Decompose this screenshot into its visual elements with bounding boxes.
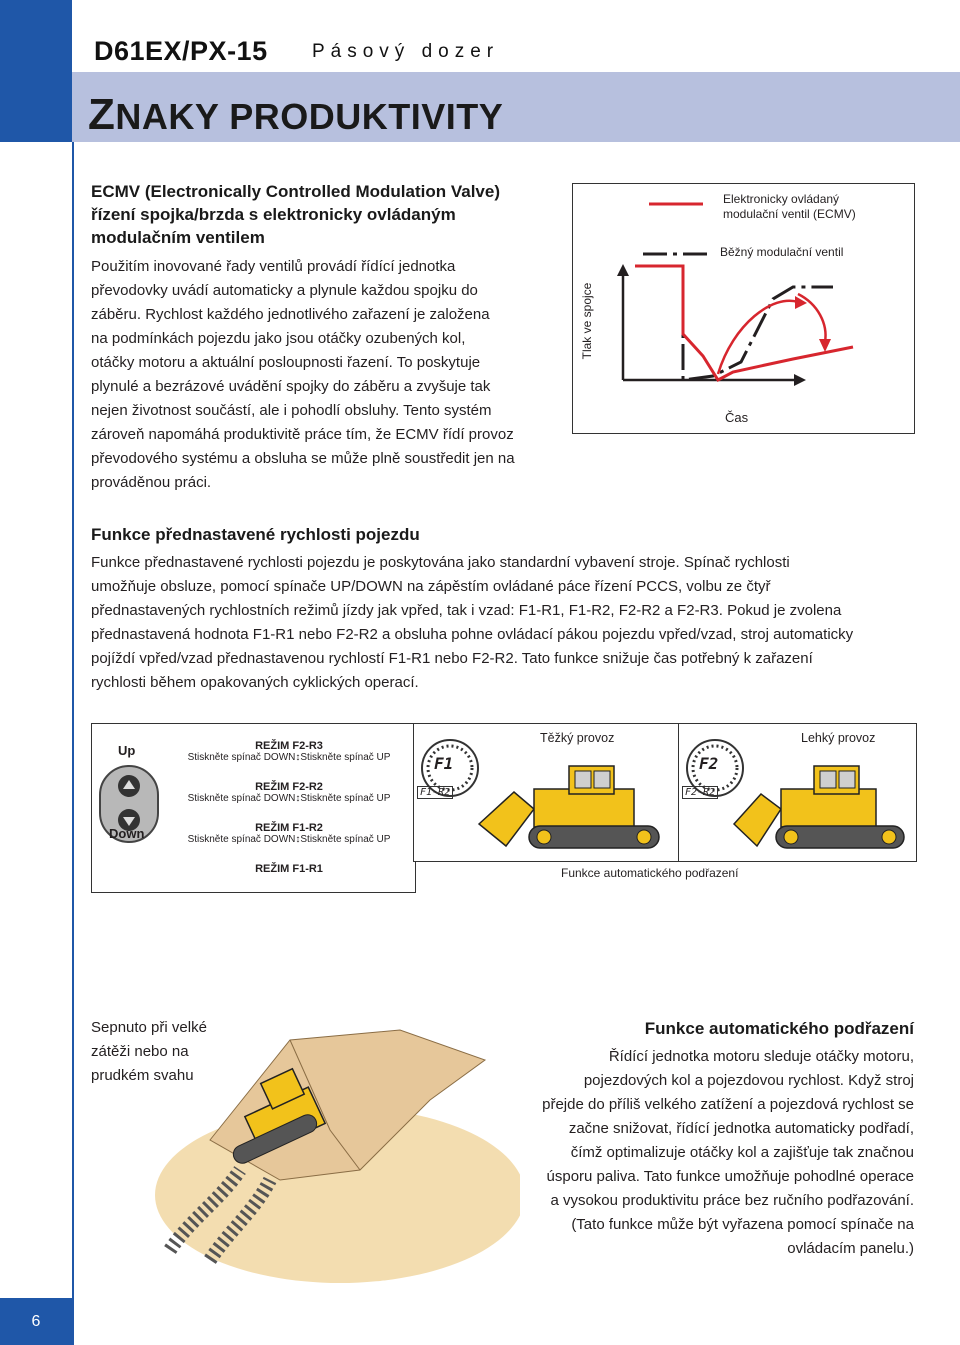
y-axis-label: Tlak ve spojce bbox=[580, 282, 594, 360]
light-load-panel bbox=[678, 723, 917, 862]
normal-valve-curve bbox=[635, 266, 833, 380]
ecmv-body-line: Použitím inovované řady ventilů provádí řídící jednotka bbox=[91, 258, 456, 275]
ecmv-body-line: plynulé a bezrázové uvádění spojky do záběru a zvyšuje tak bbox=[91, 378, 491, 395]
machine-type: Pásový dozer bbox=[312, 41, 500, 62]
mode-list bbox=[164, 740, 414, 875]
ecmv-arrowhead-2 bbox=[819, 339, 831, 352]
ecmv-body-line: záběru. Rychlost každého jednotlivého zařazení je založena bbox=[91, 306, 490, 323]
preset-speed-section bbox=[91, 523, 951, 695]
ecmv-heading-3: modulačním ventilem bbox=[91, 228, 265, 247]
legend-normal: Běžný modulační ventil bbox=[720, 245, 844, 259]
ecmv-body-line: zároveň napomáhá produktivitě práce tím, že ECMV řídí provoz bbox=[91, 426, 514, 443]
ecmv-body-line: převodového systému a obsluha se může plně soustředit jen na bbox=[91, 450, 515, 467]
page-number: 6 bbox=[0, 1298, 72, 1345]
auto-downshift-line: pojezdových kol a pojezdovou rychlost. Když stroj bbox=[583, 1072, 914, 1089]
light-display: F2-R2 bbox=[682, 786, 718, 799]
preset-body-line: Funkce přednastavené rychlosti pojezdu je poskytována jako standardní vybavení stroje. Spínač rychlosti bbox=[91, 554, 790, 571]
preset-body-line: přednastavená hodnota F1-R1 nebo F2-R2 a obsluha pohne ovládací pákou pojezdu vpřed/vzad, stroj automaticky bbox=[91, 626, 854, 643]
auto-downshift-line: (Tato funkce může být vyřazena pomocí spínače na bbox=[571, 1216, 914, 1233]
auto-downshift-section bbox=[500, 1017, 914, 1261]
ecmv-body-line: prováděnou práci. bbox=[91, 474, 212, 491]
preset-body bbox=[91, 551, 951, 695]
auto-downshift-line: a vysokou produktivitu práce bez ručního podřazování. bbox=[550, 1192, 914, 1209]
mode-item: REŽIM F1-R2 Stiskněte spínač DOWN↕Stiskněte spínač UP bbox=[187, 822, 391, 845]
page-title: ZNAKY PRODUKTIVITY bbox=[88, 90, 504, 139]
auto-downshift-line: přejde do příliš velkého zatížení a pojezdová rychlost se bbox=[542, 1096, 914, 1113]
down-label: Down bbox=[109, 826, 145, 841]
auto-downshift-heading: Funkce automatického podřazení bbox=[644, 1019, 914, 1038]
ecmv-heading-2: řízení spojka/brzda s elektronicky ovládaným bbox=[91, 205, 456, 224]
preset-body-line: rychlosti během opakovaných cyklických operací. bbox=[91, 674, 419, 691]
ecmv-section bbox=[91, 180, 561, 495]
ecmv-body-line: otáčky motoru a aktuální posloupnosti řazení. To poskytuje bbox=[91, 354, 481, 371]
light-gauge-value: F2 bbox=[699, 754, 719, 773]
mode-item: REŽIM F2-R3 Stiskněte spínač DOWN↕Stiskněte spínač UP bbox=[187, 740, 391, 763]
auto-downshift-line: úsporu paliva. Tato funkce umožňuje pohodlné operace bbox=[546, 1168, 914, 1185]
ecmv-body-line: na podmínkách pojezdu jako jsou otáčky ozubených kol, bbox=[91, 330, 466, 347]
switch-mode-panel bbox=[91, 723, 416, 893]
auto-downshift-body bbox=[500, 1045, 914, 1261]
heavy-load-label: Těžký provoz bbox=[540, 731, 615, 745]
auto-downshift-line: začne snižovat, řídící jednotka automaticky podřadí, bbox=[568, 1120, 914, 1137]
y-axis-arrow bbox=[617, 264, 629, 276]
ecmv-heading-1: ECMV (Electronically Controlled Modulation Valve) bbox=[91, 182, 501, 201]
sidebar-divider-line bbox=[72, 142, 74, 1345]
left-sidebar bbox=[0, 0, 72, 1345]
light-load-label: Lehký provoz bbox=[801, 731, 876, 745]
x-axis-label: Čas bbox=[725, 410, 749, 425]
ecmv-body bbox=[91, 255, 561, 495]
slope-caption: Sepnuto při velké zátěži nebo na prudkém svahu bbox=[91, 1019, 207, 1084]
heavy-gauge-value: F1 bbox=[434, 754, 454, 773]
auto-downshift-caption: Funkce automatického podřazení bbox=[561, 866, 739, 880]
legend-ecmv: Elektronicky ovládaný modulační ventil (ECMV) bbox=[723, 192, 856, 221]
ecmv-body-line: nejen životnost součástí, ale i pohodlí obsluhy. Tento systém bbox=[91, 402, 492, 419]
sidebar-top-block bbox=[0, 0, 72, 142]
preset-body-line: přednastavených rychlostních režimů jízdy jak vpřed, tak i vzad: F1-R1, F1-R2, F2-R2 a F2-R3. Pokud je zvolena bbox=[91, 602, 842, 619]
preset-body-line: pojíždí vpřed/vzad přednastavenou rychlostí F1-R1 nebo F2-R2. Tato funkce snižuje čas potřebný k zařazení bbox=[91, 650, 813, 667]
auto-downshift-line: ovládacím panelu.) bbox=[787, 1240, 914, 1257]
model-name: D61EX/PX-15 bbox=[94, 36, 268, 66]
mode-item: REŽIM F1-R1 bbox=[255, 863, 323, 875]
bulldozer-icon bbox=[729, 754, 914, 859]
x-axis-arrow bbox=[794, 374, 806, 386]
up-label: Up bbox=[118, 743, 136, 758]
auto-downshift-line: Řídící jednotka motoru sleduje otáčky motoru, bbox=[608, 1048, 914, 1065]
bulldozer-icon bbox=[474, 754, 674, 859]
ecmv-body-line: převodovky uvádí automaticky a plynule každou spojku do bbox=[91, 282, 478, 299]
ecmv-curve bbox=[635, 266, 853, 380]
mode-item: REŽIM F2-R2 Stiskněte spínač DOWN↕Stiskněte spínač UP bbox=[187, 781, 391, 804]
heavy-display: F1-R2 bbox=[417, 786, 453, 799]
preset-body-line: umožňuje obsluze, pomocí spínače UP/DOWN na zápěstím ovládané páce řízení PCCS, volbu ze čtyř bbox=[91, 578, 771, 595]
ecmv-diagram bbox=[572, 183, 915, 434]
heavy-load-panel bbox=[413, 723, 681, 862]
auto-downshift-line: čímž optimalizuje otáčky kol a zajišťuje tak značnou bbox=[570, 1144, 914, 1161]
preset-heading: Funkce přednastavené rychlosti pojezdu bbox=[91, 525, 420, 544]
ecmv-arrow-1 bbox=[718, 301, 798, 374]
